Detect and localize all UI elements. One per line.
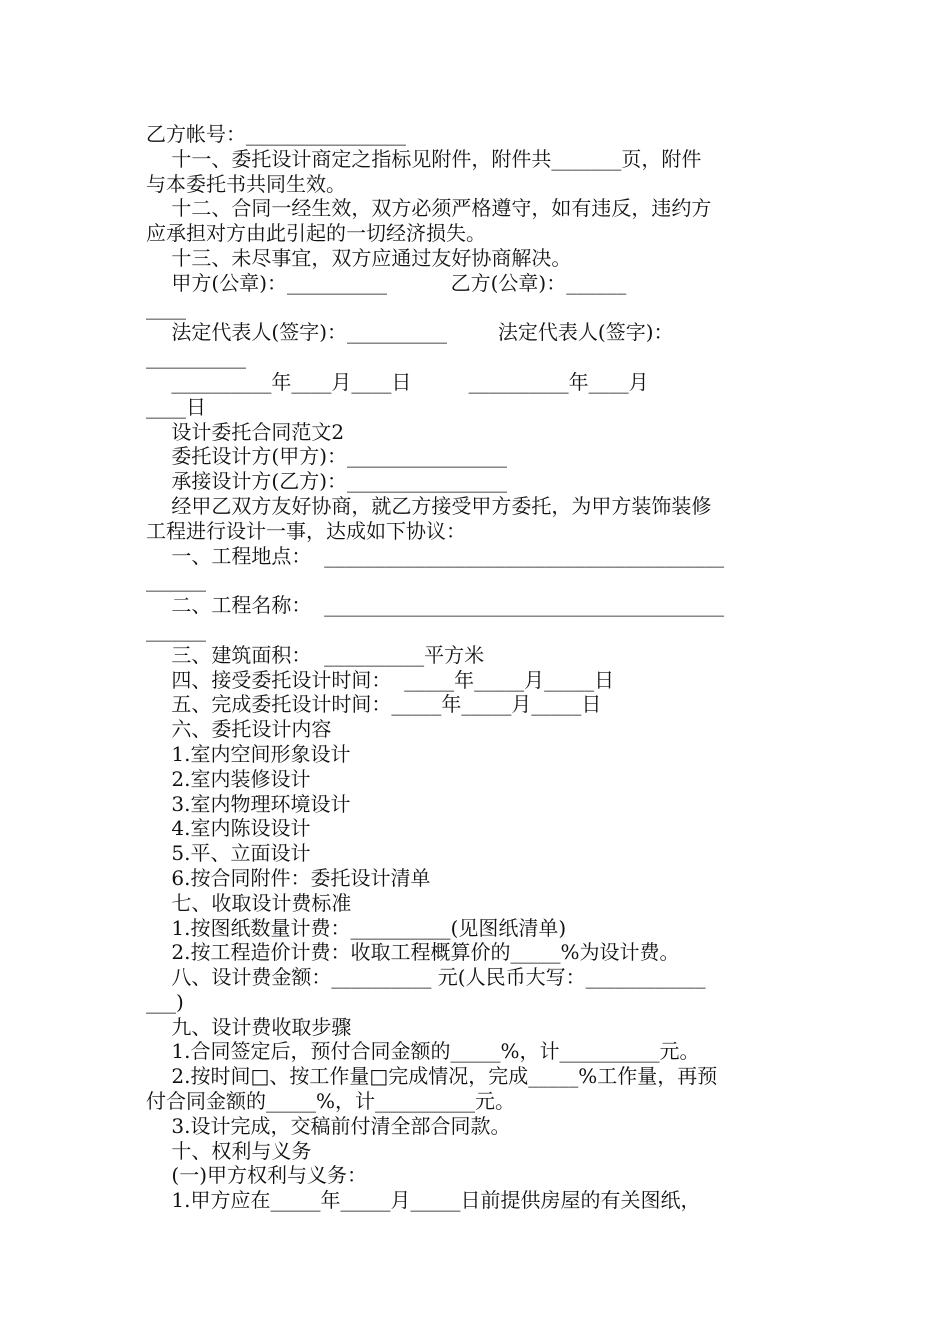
list-item: 6.按合同附件：委托设计清单 (146, 865, 431, 890)
text-line: ______ (146, 617, 206, 642)
text-line: 三、建筑面积： __________平方米 (146, 642, 485, 667)
text-line: 甲方(公章)：__________ 乙方(公章)：______ (146, 270, 627, 295)
text-line: 八、设计费金额：__________ 元(人民币大写：____________ (146, 965, 706, 990)
list-item: 2.按时间□、按工作量□完成情况，完成_____%工作量，再预 (146, 1064, 718, 1089)
text-line: __________ (146, 345, 246, 370)
text-line: 与本委托书共同生效。 (146, 171, 346, 196)
text-line: (一)甲方权利与义务： (146, 1163, 368, 1188)
text-line: 十二、合同一经生效，双方必须严格遵守，如有违反，违约方 (146, 196, 712, 221)
text-line: 九、设计费收取步骤 (146, 1014, 352, 1039)
text-line: 法定代表人(签字)：__________ 法定代表人(签字)： (146, 320, 674, 345)
text-line: 十三、未尽事宜，双方应通过友好协商解决。 (146, 245, 572, 270)
list-item: 1.室内空间形象设计 (146, 741, 351, 766)
section-title: 设计委托合同范文2 (146, 419, 345, 444)
text-line: 经甲乙双方友好协商，就乙方接受甲方委托，为甲方装饰装修 (146, 493, 712, 518)
text-line: ______ (146, 568, 206, 593)
text-line: 五、完成委托设计时间：_____年_____月_____日 (146, 692, 602, 717)
list-item: 4.室内陈设设计 (146, 816, 311, 841)
list-item: 2.室内装修设计 (146, 766, 311, 791)
text-line: 四、接受委托设计时间： _____年_____月_____日 (146, 667, 615, 692)
list-item: 1.甲方应在_____年_____月_____日前提供房屋的有关图纸， (146, 1188, 701, 1213)
list-item: 3.室内物理环境设计 (146, 791, 351, 816)
text-line: 应承担对方由此引起的一切经济损失。 (146, 221, 486, 246)
text-line: ___) (146, 989, 184, 1014)
document-body (146, 122, 808, 1213)
text-line: 十、权利与义务 (146, 1138, 312, 1163)
text-line: 付合同金额的_____%，计__________元。 (146, 1089, 516, 1114)
text-line: 一、工程地点： ________________________________________ (146, 543, 725, 568)
text-line: 乙方帐号：________________ (146, 122, 406, 146)
text-line: 工程进行设计一事，达成如下协议： (146, 518, 466, 543)
list-item: 2.按工程造价计费：收取工程概算价的_____%为设计费。 (146, 940, 680, 965)
text-line: 承接设计方(乙方)：________________ (146, 469, 508, 494)
text-line: 六、委托设计内容 (146, 717, 332, 742)
list-item: 5.平、立面设计 (146, 841, 311, 866)
list-item: 3.设计完成，交稿前付清全部合同款。 (146, 1113, 511, 1138)
text-line: ____日 (146, 394, 206, 419)
text-line: 二、工程名称： ________________________________________ (146, 593, 725, 618)
text-line: 七、收取设计费标准 (146, 890, 352, 915)
text-line: 委托设计方(甲方)：________________ (146, 444, 508, 469)
list-item: 1.按图纸数量计费：__________(见图纸清单) (146, 915, 567, 940)
list-item: 1.合同签定后，预付合同金额的_____%，计__________元。 (146, 1039, 700, 1064)
text-line: ____ (146, 295, 186, 320)
text-line: 十一、委托设计商定之指标见附件，附件共_______页，附件 (146, 146, 702, 171)
text-line: __________年____月____日 __________年____月 (146, 369, 649, 394)
